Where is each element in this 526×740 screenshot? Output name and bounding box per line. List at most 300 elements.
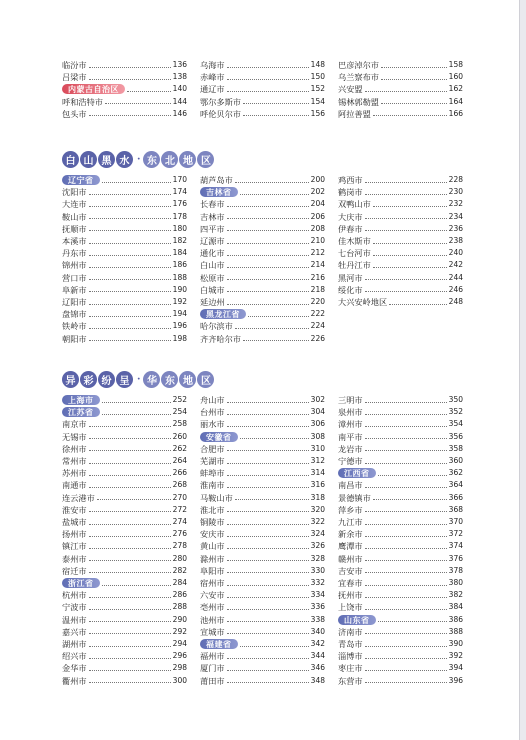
toc-entry[interactable]: [62, 71, 187, 83]
toc-heading-entry[interactable]: [62, 394, 187, 406]
entry-name: 苏州市: [62, 468, 87, 479]
entry-name: 亳州市: [200, 602, 225, 613]
toc-entry[interactable]: [338, 247, 463, 259]
toc-entry[interactable]: [200, 259, 325, 271]
region-char: 北: [161, 151, 178, 168]
leader-dots: [227, 548, 309, 549]
toc-entry[interactable]: [338, 406, 463, 418]
toc-entry[interactable]: [338, 455, 463, 467]
page-number: 166: [448, 108, 463, 118]
entry-name: 阜阳市: [200, 565, 225, 576]
toc-entry[interactable]: [200, 247, 325, 259]
entry-name: 宜春市: [338, 578, 363, 588]
entry-name: 宁德市: [338, 456, 363, 466]
toc-entry[interactable]: [200, 223, 325, 235]
toc-entry[interactable]: [200, 614, 325, 626]
toc-entry[interactable]: [338, 96, 463, 108]
toc-entry[interactable]: [62, 638, 187, 650]
page-number: 260: [172, 431, 187, 441]
toc-entry[interactable]: [338, 528, 463, 540]
page-number: 284: [172, 578, 187, 587]
toc-entry[interactable]: [338, 626, 463, 638]
leader-dots: [105, 103, 171, 104]
toc-entry[interactable]: [62, 504, 187, 516]
page-number: 282: [172, 565, 187, 575]
toc-entry[interactable]: [338, 443, 463, 455]
entry-name: 南平市: [338, 431, 363, 442]
toc-entry[interactable]: [200, 455, 325, 467]
toc-entry[interactable]: [200, 198, 325, 210]
leader-dots: [240, 646, 309, 647]
page-number: 276: [172, 529, 187, 539]
entry-name: 漳州市: [338, 419, 363, 430]
toc-entry[interactable]: [62, 259, 187, 271]
leader-dots: [89, 633, 171, 634]
province-tag: 江西省: [338, 468, 376, 478]
page-number: 178: [172, 211, 187, 221]
page-number: 346: [310, 663, 325, 673]
toc-entry[interactable]: [338, 223, 463, 235]
toc-entry[interactable]: [200, 272, 325, 284]
page-number: 252: [172, 395, 187, 404]
page-number: 222: [310, 309, 325, 319]
page-number: 188: [172, 272, 187, 282]
section-header-east-china: [62, 369, 215, 389]
decor-char: 水: [116, 151, 133, 168]
leader-dots: [227, 218, 309, 219]
toc-entry[interactable]: [200, 394, 325, 406]
leader-dots: [373, 499, 447, 500]
toc-entry[interactable]: [338, 504, 463, 516]
page-number: 352: [448, 407, 463, 417]
entry-name: 大兴安岭地区: [338, 297, 388, 307]
page-number: 200: [310, 175, 325, 184]
leader-dots: [89, 194, 171, 195]
entry-name: 扬州市: [62, 529, 87, 540]
toc-heading-entry[interactable]: [62, 83, 187, 95]
entry-name: 牡丹江市: [338, 260, 371, 271]
toc-entry[interactable]: [200, 443, 325, 455]
page-number: 370: [448, 517, 463, 526]
entry-name: 黑河市: [338, 272, 363, 283]
toc-entry[interactable]: [200, 296, 325, 308]
toc-entry[interactable]: [338, 108, 463, 120]
entry-name: 马鞍山市: [200, 492, 233, 503]
toc-entry[interactable]: [62, 308, 187, 320]
page-number: 230: [448, 187, 463, 197]
page-number: 390: [448, 639, 463, 648]
toc-entry[interactable]: [338, 589, 463, 601]
leader-dots: [365, 402, 447, 403]
toc-entry[interactable]: [338, 394, 463, 406]
toc-entry[interactable]: [200, 211, 325, 223]
page-number: 348: [310, 675, 325, 685]
leader-dots: [381, 79, 447, 80]
page-number: 218: [310, 284, 325, 294]
page-number: 138: [172, 72, 187, 82]
toc-entry[interactable]: [62, 320, 187, 332]
page-number: 258: [172, 419, 187, 429]
toc-entry[interactable]: [62, 528, 187, 540]
toc-entry[interactable]: [200, 516, 325, 528]
toc-entry[interactable]: [200, 333, 325, 345]
toc-entry[interactable]: [338, 71, 463, 83]
toc-entry[interactable]: [200, 284, 325, 296]
toc-entry[interactable]: [200, 235, 325, 247]
leader-dots: [89, 572, 171, 573]
toc-entry[interactable]: [338, 418, 463, 430]
leader-dots: [378, 621, 447, 622]
toc-entry[interactable]: [200, 83, 325, 95]
leader-dots: [89, 255, 171, 256]
page-number: 248: [448, 297, 463, 306]
leader-dots: [127, 91, 171, 92]
entry-name: 吉林市: [200, 211, 225, 222]
region-char: 东: [161, 371, 178, 388]
toc-entry[interactable]: [338, 650, 463, 662]
toc-entry[interactable]: [62, 431, 187, 443]
toc-entry[interactable]: [338, 83, 463, 95]
page-number: 386: [448, 614, 463, 624]
toc-entry[interactable]: [338, 638, 463, 650]
entry-name: 南京市: [62, 419, 87, 430]
toc-entry[interactable]: [200, 71, 325, 83]
page-number: 342: [310, 639, 325, 648]
toc-entry[interactable]: [200, 320, 325, 332]
leader-dots: [227, 91, 309, 92]
page-number: 160: [448, 72, 463, 82]
toc-entry[interactable]: [62, 108, 187, 120]
page-number: 356: [448, 431, 463, 441]
entry-name: 合肥市: [200, 443, 225, 454]
region-char: 华: [143, 371, 160, 388]
entry-name: 呼和浩特市: [62, 96, 103, 107]
entry-name: 东营市: [338, 675, 363, 686]
entry-name: 青岛市: [338, 639, 363, 649]
toc-entry[interactable]: [62, 589, 187, 601]
page-number: 362: [448, 468, 463, 478]
page-number: 270: [172, 492, 187, 502]
toc-entry[interactable]: [62, 418, 187, 430]
toc-entry[interactable]: [62, 223, 187, 235]
leader-dots: [102, 414, 171, 415]
leader-dots: [378, 475, 447, 476]
page-number: 354: [448, 419, 463, 429]
page-number: 224: [310, 321, 325, 331]
toc-heading-entry[interactable]: [200, 186, 325, 198]
entry-name: 绥化市: [338, 284, 363, 295]
toc-entry[interactable]: [200, 577, 325, 589]
toc-entry[interactable]: [62, 492, 187, 504]
page-number: 310: [310, 443, 325, 453]
toc-entry[interactable]: [338, 553, 463, 565]
page-number: 314: [310, 468, 325, 478]
province-tag: 山东省: [338, 615, 376, 625]
toc-entry[interactable]: [62, 553, 187, 565]
toc-entry[interactable]: [200, 504, 325, 516]
page-number: 136: [172, 60, 187, 69]
page-number: 272: [172, 504, 187, 514]
toc-entry[interactable]: [62, 675, 187, 687]
toc-entry[interactable]: [200, 589, 325, 601]
toc-entry[interactable]: [200, 174, 325, 186]
toc-entry[interactable]: [338, 431, 463, 443]
page-number: 392: [448, 651, 463, 661]
entry-name: 朝阳市: [62, 333, 87, 344]
toc-heading-entry[interactable]: [62, 577, 187, 589]
toc-heading-entry[interactable]: [200, 308, 325, 320]
toc-heading-entry[interactable]: [338, 614, 463, 626]
leader-dots: [89, 218, 171, 219]
entry-name: 鄂尔多斯市: [200, 96, 241, 107]
leader-dots: [365, 182, 447, 183]
leader-dots: [227, 402, 309, 403]
toc-entry[interactable]: [200, 675, 325, 687]
entry-name: 鸡西市: [338, 175, 363, 185]
region-char: 区: [197, 371, 214, 388]
entry-name: 蚌埠市: [200, 468, 225, 479]
leader-dots: [227, 414, 309, 415]
leader-dots: [365, 291, 447, 292]
province-tag: 江苏省: [62, 407, 100, 417]
leader-dots: [89, 206, 171, 207]
leader-dots: [89, 438, 171, 439]
toc-entry[interactable]: [62, 211, 187, 223]
region-char: 地: [179, 151, 196, 168]
toc-entry[interactable]: [338, 601, 463, 613]
toc-entry[interactable]: [62, 247, 187, 259]
toc-entry[interactable]: [62, 235, 187, 247]
entry-name: 舟山市: [200, 395, 225, 405]
toc-entry[interactable]: [62, 443, 187, 455]
toc-entry[interactable]: [62, 198, 187, 210]
leader-dots: [243, 115, 309, 116]
leader-dots: [89, 328, 171, 329]
page-number: 262: [172, 443, 187, 453]
page-number: 170: [172, 175, 187, 184]
leader-dots: [89, 230, 171, 231]
page-number: 204: [310, 199, 325, 209]
leader-dots: [243, 340, 309, 341]
toc-entry[interactable]: [62, 601, 187, 613]
toc-entry[interactable]: [338, 272, 463, 284]
entry-name: 杭州市: [62, 590, 87, 601]
leader-dots: [89, 67, 171, 68]
page-number: 318: [310, 492, 325, 502]
leader-dots: [89, 487, 171, 488]
toc-entry[interactable]: [338, 284, 463, 296]
leader-dots: [373, 115, 447, 116]
toc-entry[interactable]: [62, 650, 187, 662]
toc-entry[interactable]: [338, 516, 463, 528]
toc-entry[interactable]: [62, 96, 187, 108]
entry-name: 莆田市: [200, 675, 225, 686]
page-number: 380: [448, 578, 463, 587]
entry-name: 芜湖市: [200, 456, 225, 466]
region-char: 东: [143, 151, 160, 168]
page-number: 214: [310, 260, 325, 270]
entry-name: 滁州市: [200, 553, 225, 564]
page-number: 308: [310, 431, 325, 441]
page-number: 238: [448, 236, 463, 245]
province-tag: 吉林省: [200, 187, 238, 197]
page-number: 358: [448, 443, 463, 453]
entry-name: 通化市: [200, 248, 225, 259]
toc-entry[interactable]: [200, 406, 325, 418]
toc-entry[interactable]: [338, 259, 463, 271]
leader-dots: [243, 103, 309, 104]
toc-entry[interactable]: [62, 59, 187, 71]
page-number: 332: [310, 578, 325, 587]
toc-entry[interactable]: [62, 272, 187, 284]
toc-entry[interactable]: [338, 174, 463, 186]
toc-entry[interactable]: [200, 601, 325, 613]
toc-heading-entry[interactable]: [200, 431, 325, 443]
toc-entry[interactable]: [62, 614, 187, 626]
page-number: 226: [310, 333, 325, 343]
toc-heading-entry[interactable]: [338, 467, 463, 479]
entry-name: 齐齐哈尔市: [200, 333, 241, 344]
toc-entry[interactable]: [200, 662, 325, 674]
toc-entry[interactable]: [338, 186, 463, 198]
decor-char: 彩: [80, 371, 97, 388]
toc-entry[interactable]: [62, 662, 187, 674]
toc-entry[interactable]: [338, 296, 463, 308]
leader-dots: [89, 511, 171, 512]
entry-name: 六安市: [200, 590, 225, 601]
toc-heading-entry[interactable]: [200, 638, 325, 650]
toc-entry[interactable]: [200, 540, 325, 552]
toc-entry[interactable]: [62, 540, 187, 552]
toc-entry[interactable]: [62, 516, 187, 528]
entry-name: 抚州市: [338, 590, 363, 601]
leader-dots: [365, 463, 447, 464]
page-number: 374: [448, 541, 463, 551]
page-number: 186: [172, 260, 187, 270]
entry-name: 萍乡市: [338, 504, 363, 515]
entry-name: 七台河市: [338, 248, 371, 259]
toc-heading-entry[interactable]: [62, 174, 187, 186]
leader-dots: [227, 230, 309, 231]
toc-entry[interactable]: [338, 675, 463, 687]
entry-name: 无锡市: [62, 431, 87, 442]
entry-name: 双鸭山市: [338, 199, 371, 210]
toc-entry[interactable]: [200, 59, 325, 71]
decor-char: 呈: [116, 371, 133, 388]
toc-entry[interactable]: [62, 186, 187, 198]
toc-heading-entry[interactable]: [62, 406, 187, 418]
entry-name: 四平市: [200, 223, 225, 234]
toc-entry[interactable]: [200, 650, 325, 662]
entry-name: 安庆市: [200, 529, 225, 540]
toc-entry[interactable]: [200, 479, 325, 491]
leader-dots: [227, 267, 309, 268]
entry-name: 嘉兴市: [62, 626, 87, 637]
entry-name: 泰州市: [62, 553, 87, 564]
toc-entry[interactable]: [200, 565, 325, 577]
page-edge: [519, 0, 526, 740]
entry-name: 抚顺市: [62, 223, 87, 234]
toc-entry[interactable]: [338, 211, 463, 223]
leader-dots: [227, 621, 309, 622]
toc-entry[interactable]: [62, 467, 187, 479]
toc-entry[interactable]: [62, 455, 187, 467]
province-tag: 福建省: [200, 639, 238, 649]
toc-entry[interactable]: [200, 467, 325, 479]
toc-entry[interactable]: [338, 577, 463, 589]
leader-dots: [227, 463, 309, 464]
page-number: 212: [310, 248, 325, 258]
page-number: 144: [172, 96, 187, 106]
page-number: 394: [448, 663, 463, 673]
leader-dots: [365, 658, 447, 659]
page-number: 320: [310, 504, 325, 514]
toc-entry[interactable]: [338, 479, 463, 491]
page-number: 146: [172, 108, 187, 118]
toc-entry[interactable]: [62, 333, 187, 345]
entry-name: 吕梁市: [62, 72, 87, 83]
region-char: 地: [179, 371, 196, 388]
page-number: 182: [172, 236, 187, 245]
toc-entry[interactable]: [62, 626, 187, 638]
entry-name: 枣庄市: [338, 663, 363, 674]
toc-entry[interactable]: [338, 540, 463, 552]
page-number: 228: [448, 175, 463, 184]
toc-entry[interactable]: [200, 96, 325, 108]
toc-entry[interactable]: [200, 108, 325, 120]
page-number: 184: [172, 248, 187, 258]
toc-entry[interactable]: [338, 565, 463, 577]
entry-name: 连云港市: [62, 492, 95, 503]
toc-entry[interactable]: [200, 418, 325, 430]
entry-name: 宣城市: [200, 626, 225, 637]
leader-dots: [227, 572, 309, 573]
page-number: 202: [310, 187, 325, 197]
leader-dots: [248, 316, 309, 317]
page-number: 378: [448, 565, 463, 575]
entry-name: 铜陵市: [200, 517, 225, 527]
toc-entry[interactable]: [338, 235, 463, 247]
toc-entry[interactable]: [200, 626, 325, 638]
entry-name: 淮南市: [200, 480, 225, 491]
page-number: 140: [172, 84, 187, 94]
leader-dots: [365, 548, 447, 549]
page-number: 192: [172, 297, 187, 306]
leader-dots: [102, 182, 171, 183]
leader-dots: [227, 536, 309, 537]
entry-name: 大连市: [62, 199, 87, 210]
toc-entry[interactable]: [200, 553, 325, 565]
entry-name: 赤峰市: [200, 72, 225, 83]
entry-name: 白城市: [200, 284, 225, 295]
toc-entry[interactable]: [62, 565, 187, 577]
toc-entry[interactable]: [338, 59, 463, 71]
toc-entry[interactable]: [62, 479, 187, 491]
toc-entry[interactable]: [62, 296, 187, 308]
entry-name: 营口市: [62, 272, 87, 283]
toc-entry[interactable]: [200, 528, 325, 540]
entry-name: 鹤岗市: [338, 187, 363, 198]
toc-entry[interactable]: [62, 284, 187, 296]
leader-dots: [89, 291, 171, 292]
toc-entry[interactable]: [200, 492, 325, 504]
toc-entry[interactable]: [338, 492, 463, 504]
decor-char: 异: [62, 371, 79, 388]
toc-entry[interactable]: [338, 198, 463, 210]
page-number: 180: [172, 223, 187, 233]
section-header-northeast: [62, 149, 215, 169]
toc-entry[interactable]: [338, 662, 463, 674]
